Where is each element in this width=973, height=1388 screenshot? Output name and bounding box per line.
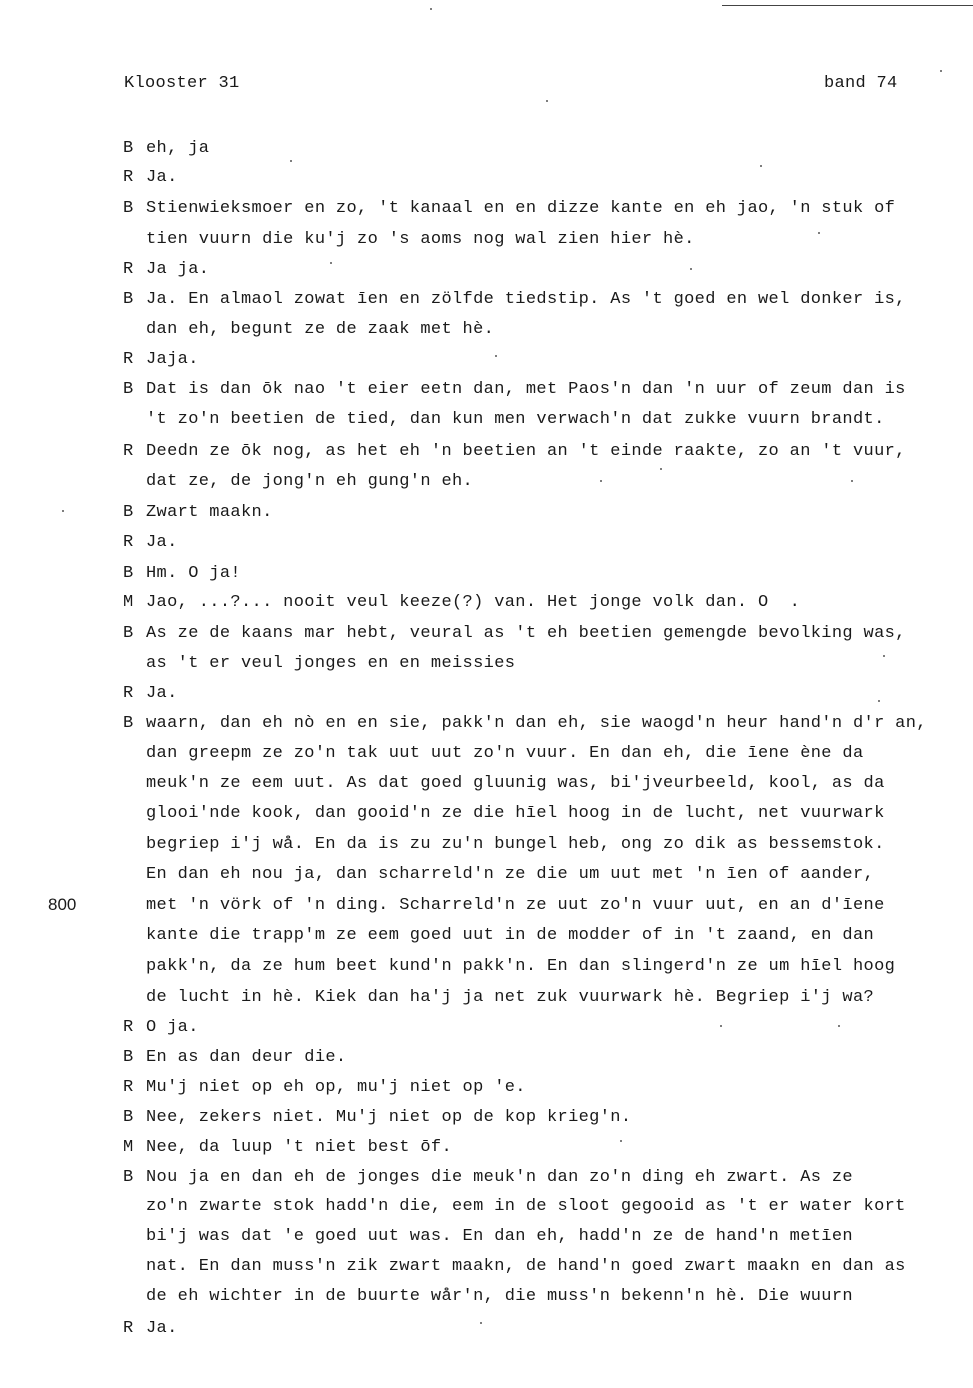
speaker-label: R (123, 684, 134, 703)
transcript-line: waarn, dan eh nò en en sie, pakk'n dan eh, sie waogd'n heur hand'n d'r an, (146, 714, 927, 733)
speaker-label: R (123, 168, 134, 187)
transcript-line: Ja. En almaol zowat īen en zölfde tiedstip. As 't goed en wel donker is, (146, 290, 906, 309)
speaker-label: R (123, 533, 134, 552)
speaker-label: B (123, 1168, 134, 1187)
transcript-line: Stienwieksmoer en zo, 't kanaal en en dizze kante en eh jao, 'n stuk of (146, 199, 896, 218)
speaker-label: B (123, 139, 134, 158)
transcript-line: begriep i'j wå. En da is zu zu'n bungel heb, ong zo dik as bessemstok. (146, 835, 885, 854)
scan-speck (883, 655, 885, 657)
margin-line-number: 800 (48, 895, 77, 914)
transcript-line: kante die trapp'm ze eem goed uut in de modder of in 't zaand, en dan (146, 926, 875, 945)
transcript-line: En dan eh nou ja, dan scharreld'n ze die um uut met 'n īen of aander, (146, 865, 875, 884)
transcript-line: Mu'j niet op eh op, mu'j niet op 'e. (146, 1078, 526, 1097)
header-band: band 74 (824, 74, 898, 93)
speaker-label: R (123, 1078, 134, 1097)
transcript-line: 't zo'n beetien de tied, dan kun men verwach'n dat zukke vuurn brandt. (146, 410, 885, 429)
transcript-line: Nou ja en dan eh de jonges die meuk'n dan zo'n ding eh zwart. As ze (146, 1168, 853, 1187)
speaker-label: B (123, 199, 134, 218)
scan-speck (620, 1140, 622, 1142)
transcript-line: Jao, ...?... nooit veul keeze(?) van. Het jonge volk dan. O . (146, 593, 801, 612)
transcript-line: as 't er veul jonges en en meissies (146, 654, 516, 673)
scan-speck (660, 468, 662, 470)
transcript-line: Ja ja. (146, 260, 210, 279)
transcript-line: bi'j was dat 'e goed uut was. En dan eh, hadd'n ze de hand'n metīen (146, 1227, 853, 1246)
transcript-line: dat ze, de jong'n eh gung'n eh. (146, 472, 474, 491)
scan-speck (290, 160, 292, 162)
transcript-line: Nee, zekers niet. Mu'j niet op de kop krieg'n. (146, 1108, 632, 1127)
scan-speck (818, 232, 820, 234)
speaker-label: R (123, 350, 134, 369)
scan-speck (430, 8, 432, 10)
scan-speck (940, 70, 942, 72)
scan-speck (600, 480, 602, 482)
transcript-line: meuk'n ze eem uut. As dat goed gluunig was, bi'jveurbeeld, kool, as da (146, 774, 885, 793)
header-title: Klooster 31 (124, 74, 240, 93)
transcript-line: Zwart maakn. (146, 503, 273, 522)
transcript-line: dan greepm ze zo'n tak uut uut zo'n vuur. En dan eh, die īene ène da (146, 744, 864, 763)
speaker-label: B (123, 1048, 134, 1067)
scan-speck (330, 262, 332, 264)
transcript-line: Ja. (146, 684, 178, 703)
transcript-line: tien vuurn die ku'j zo 's aoms nog wal zien hier hè. (146, 230, 695, 249)
transcript-line: Ja. (146, 1319, 178, 1338)
transcript-line: As ze de kaans mar hebt, veural as 't eh beetien gemengde bevolking was, (146, 624, 906, 643)
speaker-label: R (123, 1018, 134, 1037)
transcript-line: Ja. (146, 168, 178, 187)
transcript-line: dan eh, begunt ze de zaak met hè. (146, 320, 495, 339)
transcript-line: nat. En dan muss'n zik zwart maakn, de hand'n goed zwart maakn en dan as (146, 1257, 906, 1276)
scan-speck (851, 480, 853, 482)
scan-speck (480, 1322, 482, 1324)
transcript-line: de eh wichter in de buurte wår'n, die muss'n bekenn'n hè. Die wuurn (146, 1287, 853, 1306)
transcript-line: En as dan deur die. (146, 1048, 347, 1067)
speaker-label: B (123, 714, 134, 733)
speaker-label: B (123, 564, 134, 583)
transcript-line: glooi'nde kook, dan gooid'n ze die hīel hoog in de lucht, net vuurwark (146, 804, 885, 823)
transcript-line: met 'n vörk of 'n ding. Scharreld'n ze uut zo'n vuur uut, en an d'īene (146, 896, 885, 915)
transcript-line: Hm. O ja! (146, 564, 241, 583)
transcript-line: Jaja. (146, 350, 199, 369)
scan-speck (495, 355, 497, 357)
scan-speck (690, 268, 692, 270)
transcript-line: eh, ja (146, 139, 210, 158)
transcript-line: Dat is dan ōk nao 't eier eetn dan, met Paos'n dan 'n uur of zeum dan is (146, 380, 906, 399)
scan-speck (760, 165, 762, 167)
scan-speck (878, 700, 880, 702)
speaker-label: B (123, 624, 134, 643)
top-rule (722, 5, 973, 6)
scan-speck (546, 100, 548, 102)
scan-speck (720, 1025, 722, 1027)
speaker-label: R (123, 442, 134, 461)
speaker-label: R (123, 260, 134, 279)
speaker-label: B (123, 503, 134, 522)
speaker-label: R (123, 1319, 134, 1338)
transcript-line: Deedn ze ōk nog, as het eh 'n beetien an 't einde raakte, zo an 't vuur, (146, 442, 906, 461)
transcript-line: Nee, da luup 't niet best ōf. (146, 1138, 452, 1157)
transcript-line: zo'n zwarte stok hadd'n die, eem in de sloot gegooid as 't er water kort (146, 1197, 906, 1216)
scan-speck (838, 1025, 840, 1027)
scan-speck (62, 510, 64, 512)
speaker-label: B (123, 380, 134, 399)
speaker-label: M (123, 1138, 134, 1157)
transcript-line: pakk'n, da ze hum beet kund'n pakk'n. En dan slingerd'n ze um hīel hoog (146, 957, 896, 976)
transcript-line: de lucht in hè. Kiek dan ha'j ja net zuk vuurwark hè. Begriep i'j wa? (146, 988, 875, 1007)
transcript-line: O ja. (146, 1018, 199, 1037)
speaker-label: B (123, 290, 134, 309)
transcript-line: Ja. (146, 533, 178, 552)
speaker-label: M (123, 593, 134, 612)
speaker-label: B (123, 1108, 134, 1127)
